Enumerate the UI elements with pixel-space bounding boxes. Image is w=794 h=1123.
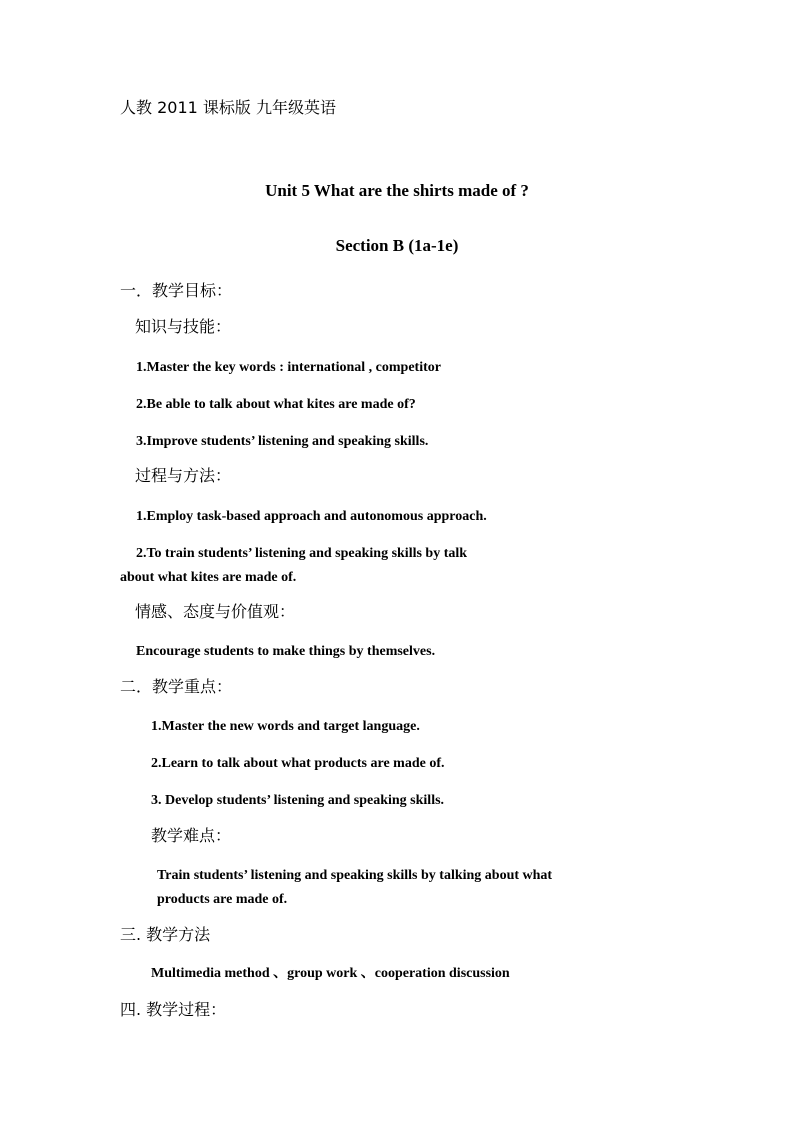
document-header: 人教 2011 课标版 九年级英语	[120, 98, 336, 117]
process-item: 1.Employ task-based approach and autonomous approach.	[136, 509, 487, 524]
subheading-process: 过程与方法：	[135, 466, 232, 485]
section-heading-procedure: 四. 教学过程：	[120, 1000, 227, 1019]
process-item: 2.To train students’ listening and speaking skills by talk	[136, 546, 468, 561]
subheading-knowledge: 知识与技能：	[135, 317, 232, 336]
process-item-continued: about what kites are made of.	[120, 570, 297, 585]
section-heading-key-points: 二．教学重点：	[120, 677, 233, 696]
subheading-emotion: 情感、态度与价值观：	[135, 602, 296, 621]
knowledge-item: 3.Improve students’ listening and speaking skills.	[136, 434, 429, 449]
unit-title: Unit 5 What are the shirts made of ?	[265, 181, 529, 200]
key-point-item: 3. Develop students’ listening and speaking skills.	[151, 793, 445, 808]
difficulty-text: Train students’ listening and speaking skills by talking about what	[157, 868, 553, 883]
emotion-text: Encourage students to make things by themselves.	[136, 644, 436, 659]
section-title: Section B (1a-1e)	[335, 236, 459, 255]
knowledge-item: 2.Be able to talk about what kites are made of?	[136, 397, 416, 412]
methods-text: Multimedia method 、group work 、cooperation discussion	[151, 966, 510, 981]
knowledge-item: 1.Master the key words : international , competitor	[136, 360, 441, 375]
difficulty-text: products are made of.	[157, 892, 288, 907]
key-point-item: 2.Learn to talk about what products are made of.	[151, 756, 445, 771]
section-heading-objectives: 一．教学目标：	[120, 281, 233, 300]
subheading-difficulty: 教学难点：	[151, 826, 232, 845]
key-point-item: 1.Master the new words and target language.	[151, 719, 420, 734]
section-heading-methods: 三. 教学方法	[120, 925, 211, 944]
